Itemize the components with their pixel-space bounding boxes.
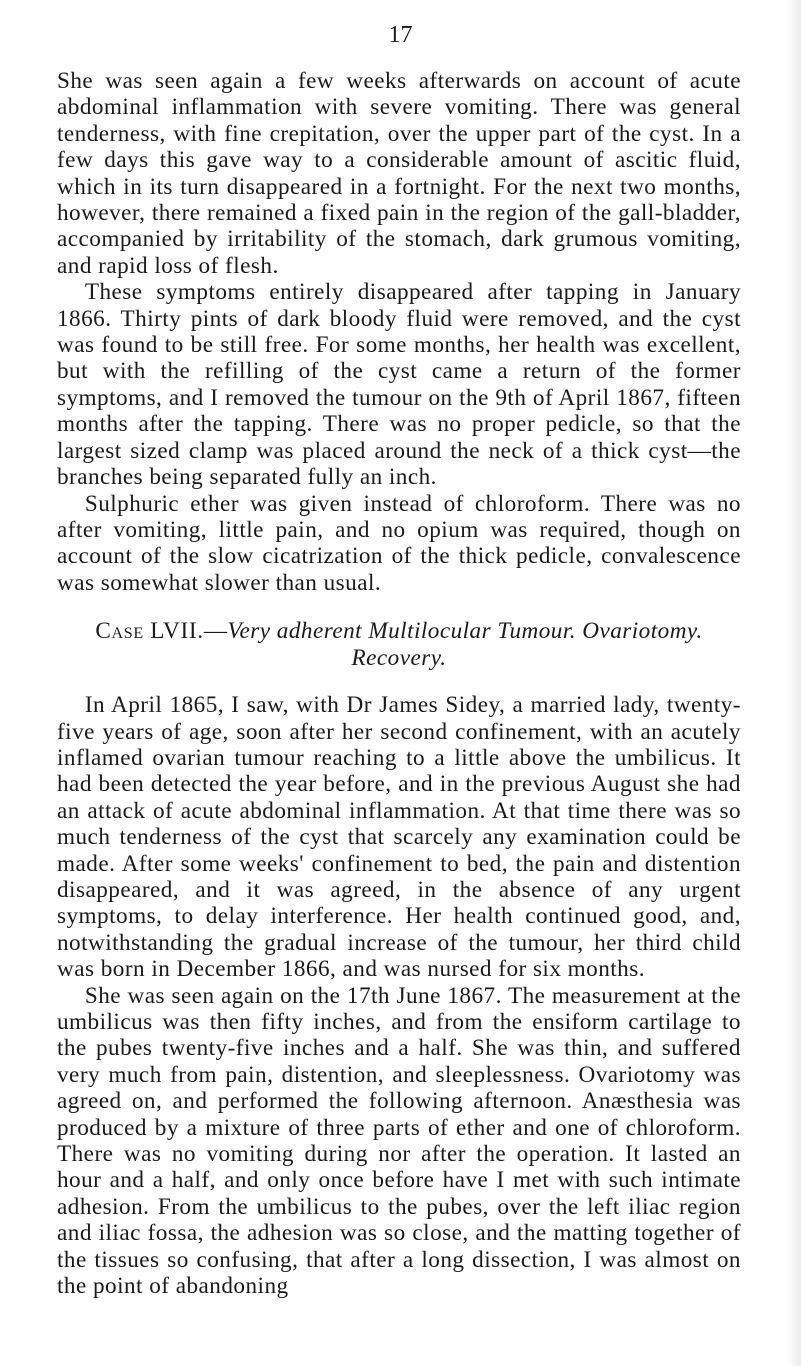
case-dash: — (203, 618, 228, 645)
paragraph-1: She was seen again a few weeks afterwards on account of acute abdominal inflammation with severe vomiting. There was general tenderness, with fine crepitation, over the upper part of the cyst. In a few days this gave way to a considerable amount of ascitic fluid, which in its turn disappeared in a fortnight. For the next two months, however, there remained a fixed pain in the region of the gall-bladder, accompanied by irritability of the stomach, dark grumous vomiting, and rapid loss of flesh. (57, 68, 741, 279)
case-heading (57, 618, 741, 672)
paragraph-5: She was seen again on the 17th June 1867. The measurement at the umbilicus was then fifty inches, and from the ensiform cartilage to the pubes twenty-five inches and a half. She was thin, and suffered very much from pain, distention, and sleeplessness. Ovariotomy was agreed on, and performed the following afternoon. Anæsthesia was produced by a mixture of three parts of ether and one of chloroform. There was no vomiting during nor after the operation. It lasted an hour and a half, and only once before have I met with such intimate adhesion. From the umbilicus to the pubes, over the left iliac region and iliac fossa, the adhesion was so close, and the matting together of the tissues so confusing, that after a long dissection, I was almost on the point of abandoning (57, 982, 741, 1300)
case-label: Case LVII. (95, 618, 204, 645)
paragraph-4: In April 1865, I saw, with Dr James Sidey, a married lady, twenty-five years of age, soon after her second confinement, with an acutely inflamed ovarian tumour reaching to a little above the umbilicus. It had been detected the year before, and in the previous August she had an attack of acute abdominal inflammation. At that time there was so much tenderness of the cyst that scarcely any examination could be made. After some weeks' confinement to bed, the pain and distention disappeared, and it was agreed, in the absence of any urgent symptoms, to delay interference. Her health continued good, and, notwithstanding the gradual increase of the tumour, her third child was born in December 1866, and was nursed for six months. (57, 692, 741, 983)
page-edge-shadow (787, 0, 801, 1366)
paragraph-2: These symptoms entirely disappeared after tapping in January 1866. Thirty pints of dark bloody fluid were removed, and the cyst was found to be still free. For some months, her health was excellent, but with the refilling of the cyst came a return of the former symptoms, and I removed the tumour on the 9th of April 1867, fifteen months after the tapping. There was no proper pedicle, so that the largest sized clamp was placed around the neck of a thick cyst—the branches being separated fully an inch. (57, 279, 741, 491)
body-text (57, 68, 741, 1299)
paragraph-3: Sulphuric ether was given instead of chloroform. There was no after vomiting, little pain, and no opium was required, though on account of the slow cicatrization of the thick pedicle, convalescence was somewhat slower than usual. (57, 490, 741, 596)
case-title: Very adherent Multilocular Tumour. Ovariotomy. Recovery. (227, 618, 703, 672)
page-number: 17 (388, 22, 413, 48)
